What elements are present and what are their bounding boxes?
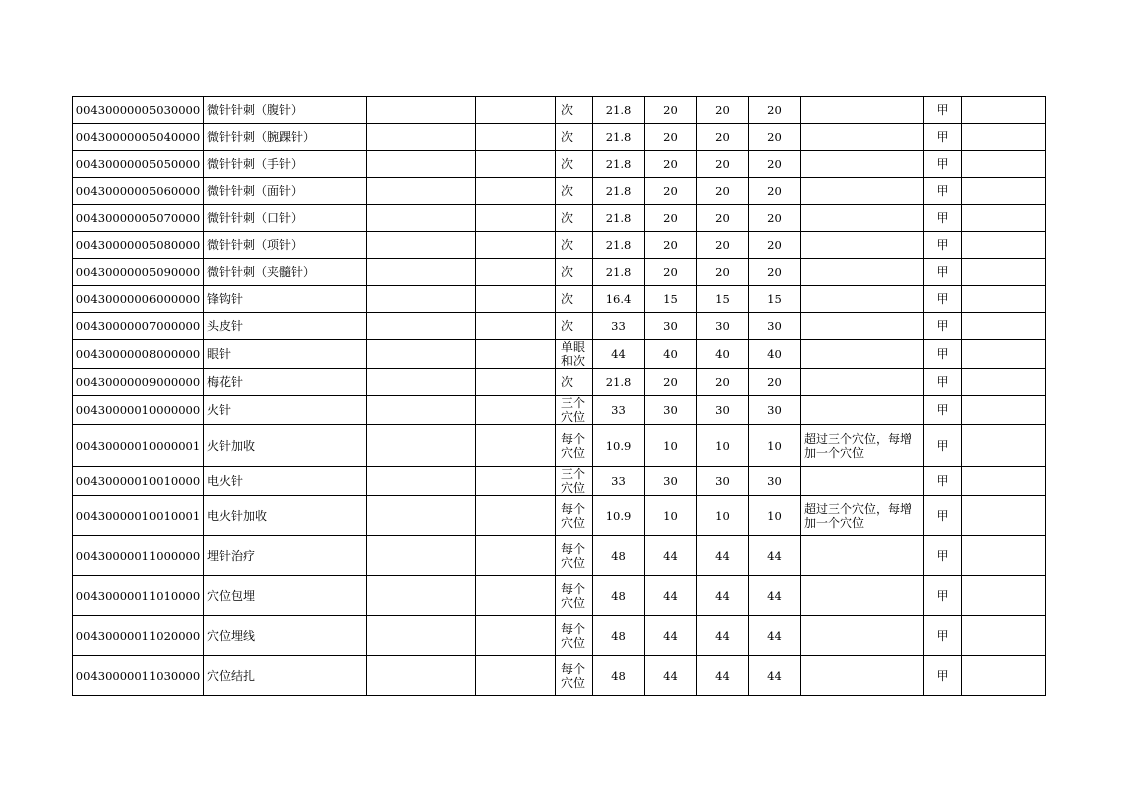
blank-cell: [367, 178, 476, 205]
table-row: [73, 616, 1046, 656]
note-cell: [801, 467, 924, 496]
item-name-cell: 锋钩针: [204, 286, 367, 313]
table-row: [73, 340, 1046, 369]
unit-text: 每个穴位: [561, 541, 586, 570]
price-cell: 20: [749, 369, 801, 396]
price-cell: 44: [645, 656, 697, 696]
category-cell: 甲: [924, 205, 962, 232]
price-cell: 16.4: [593, 286, 645, 313]
item-code-cell: 00430000010000000: [73, 396, 204, 425]
price-cell: 44: [645, 616, 697, 656]
blank-cell: [367, 340, 476, 369]
blank-cell: [962, 576, 1046, 616]
price-cell: 10: [645, 425, 697, 467]
price-cell: 15: [645, 286, 697, 313]
table-body: [73, 97, 1046, 696]
table-row: [73, 369, 1046, 396]
unit-text: 每个穴位: [561, 501, 586, 530]
price-cell: 20: [645, 124, 697, 151]
price-cell: 20: [645, 205, 697, 232]
category-cell: 甲: [924, 259, 962, 286]
blank-cell: [962, 178, 1046, 205]
price-cell: 20: [697, 259, 749, 286]
category-cell: 甲: [924, 232, 962, 259]
blank-cell: [962, 369, 1046, 396]
table-row: [73, 259, 1046, 286]
blank-cell: [962, 205, 1046, 232]
item-code-cell: 00430000005060000: [73, 178, 204, 205]
price-cell: 20: [645, 259, 697, 286]
note-cell: [801, 259, 924, 286]
item-code-cell: 00430000009000000: [73, 369, 204, 396]
blank-cell: [476, 396, 556, 425]
category-cell: 甲: [924, 340, 962, 369]
unit-cell: [556, 576, 593, 616]
blank-cell: [962, 425, 1046, 467]
blank-cell: [962, 656, 1046, 696]
blank-cell: [962, 536, 1046, 576]
price-cell: 33: [593, 313, 645, 340]
blank-cell: [476, 178, 556, 205]
blank-cell: [367, 496, 476, 536]
category-cell: 甲: [924, 396, 962, 425]
price-cell: 20: [645, 97, 697, 124]
blank-cell: [476, 205, 556, 232]
note-cell: 超过三个穴位，每增加一个穴位: [801, 496, 924, 536]
unit-text: 次: [561, 157, 574, 171]
price-cell: 44: [749, 536, 801, 576]
price-cell: 48: [593, 536, 645, 576]
category-cell: 甲: [924, 124, 962, 151]
price-cell: 30: [697, 313, 749, 340]
unit-text: 次: [561, 184, 574, 198]
blank-cell: [367, 232, 476, 259]
price-cell: 20: [749, 97, 801, 124]
table-row: [73, 124, 1046, 151]
blank-cell: [367, 369, 476, 396]
table-row: [73, 97, 1046, 124]
price-cell: 21.8: [593, 232, 645, 259]
price-cell: 20: [645, 369, 697, 396]
unit-cell: [556, 425, 593, 467]
item-code-cell: 00430000005070000: [73, 205, 204, 232]
unit-text: 单眼和次: [561, 340, 586, 368]
price-cell: 21.8: [593, 369, 645, 396]
item-name-cell: 穴位埋线: [204, 616, 367, 656]
price-cell: 44: [697, 616, 749, 656]
table-row: [73, 232, 1046, 259]
unit-cell: [556, 124, 593, 151]
price-cell: 20: [645, 151, 697, 178]
table-row: [73, 576, 1046, 616]
blank-cell: [367, 425, 476, 467]
price-cell: 21.8: [593, 151, 645, 178]
note-cell: 超过三个穴位，每增加一个穴位: [801, 425, 924, 467]
price-cell: 20: [749, 259, 801, 286]
price-cell: 10: [697, 496, 749, 536]
item-code-cell: 00430000011000000: [73, 536, 204, 576]
category-cell: 甲: [924, 97, 962, 124]
price-cell: 40: [645, 340, 697, 369]
price-cell: 21.8: [593, 205, 645, 232]
unit-cell: [556, 536, 593, 576]
item-name-cell: 微针针刺（项针）: [204, 232, 367, 259]
category-cell: 甲: [924, 496, 962, 536]
price-cell: 10: [749, 496, 801, 536]
price-cell: 10: [645, 496, 697, 536]
price-cell: 30: [749, 467, 801, 496]
note-cell: [801, 124, 924, 151]
blank-cell: [476, 369, 556, 396]
item-code-cell: 00430000011010000: [73, 576, 204, 616]
table-row: [73, 286, 1046, 313]
price-cell: 20: [749, 124, 801, 151]
blank-cell: [476, 425, 556, 467]
price-cell: 44: [697, 656, 749, 696]
price-table: [72, 96, 1046, 696]
unit-cell: [556, 396, 593, 425]
unit-cell: [556, 656, 593, 696]
item-code-cell: 00430000006000000: [73, 286, 204, 313]
item-code-cell: 00430000005080000: [73, 232, 204, 259]
table-row: [73, 151, 1046, 178]
blank-cell: [962, 286, 1046, 313]
blank-cell: [367, 124, 476, 151]
price-cell: 30: [645, 313, 697, 340]
table-row: [73, 536, 1046, 576]
item-name-cell: 头皮针: [204, 313, 367, 340]
blank-cell: [476, 340, 556, 369]
price-cell: 30: [697, 396, 749, 425]
price-cell: 30: [749, 396, 801, 425]
category-cell: 甲: [924, 656, 962, 696]
unit-text: 次: [561, 319, 574, 333]
note-cell: [801, 97, 924, 124]
price-cell: 20: [749, 232, 801, 259]
blank-cell: [962, 97, 1046, 124]
price-cell: 44: [749, 656, 801, 696]
note-cell: [801, 656, 924, 696]
item-name-cell: 微针针刺（面针）: [204, 178, 367, 205]
unit-cell: [556, 286, 593, 313]
category-cell: 甲: [924, 178, 962, 205]
unit-cell: [556, 467, 593, 496]
unit-text: 每个穴位: [561, 621, 586, 650]
blank-cell: [367, 97, 476, 124]
price-cell: 20: [697, 369, 749, 396]
note-cell: [801, 232, 924, 259]
price-cell: 10.9: [593, 425, 645, 467]
price-cell: 20: [697, 178, 749, 205]
item-name-cell: 梅花针: [204, 369, 367, 396]
note-cell: [801, 616, 924, 656]
unit-text: 次: [561, 292, 574, 306]
blank-cell: [367, 396, 476, 425]
price-cell: 44: [697, 536, 749, 576]
blank-cell: [367, 656, 476, 696]
blank-cell: [476, 97, 556, 124]
price-cell: 20: [645, 232, 697, 259]
price-cell: 21.8: [593, 259, 645, 286]
unit-text: 次: [561, 375, 574, 389]
table-row: [73, 496, 1046, 536]
note-cell: [801, 340, 924, 369]
item-code-cell: 00430000010010001: [73, 496, 204, 536]
price-cell: 20: [697, 97, 749, 124]
item-name-cell: 眼针: [204, 340, 367, 369]
unit-cell: [556, 151, 593, 178]
unit-text: 次: [561, 130, 574, 144]
category-cell: 甲: [924, 425, 962, 467]
price-cell: 20: [697, 205, 749, 232]
price-cell: 33: [593, 467, 645, 496]
item-name-cell: 火针加收: [204, 425, 367, 467]
category-cell: 甲: [924, 576, 962, 616]
unit-cell: [556, 178, 593, 205]
blank-cell: [476, 656, 556, 696]
price-cell: 20: [697, 124, 749, 151]
price-cell: 10: [697, 425, 749, 467]
price-cell: 10: [749, 425, 801, 467]
blank-cell: [476, 496, 556, 536]
item-code-cell: 00430000010000001: [73, 425, 204, 467]
price-cell: 20: [749, 151, 801, 178]
price-cell: 20: [749, 178, 801, 205]
unit-text: 次: [561, 238, 574, 252]
note-cell: [801, 369, 924, 396]
price-cell: 15: [749, 286, 801, 313]
price-cell: 40: [749, 340, 801, 369]
note-cell: [801, 178, 924, 205]
price-cell: 40: [697, 340, 749, 369]
price-cell: 30: [645, 396, 697, 425]
table-row: [73, 205, 1046, 232]
blank-cell: [476, 259, 556, 286]
table-row: [73, 425, 1046, 467]
unit-text: 三个穴位: [561, 467, 586, 495]
blank-cell: [367, 576, 476, 616]
unit-text: 次: [561, 211, 574, 225]
price-cell: 20: [749, 205, 801, 232]
price-cell: 20: [697, 151, 749, 178]
table-row: [73, 313, 1046, 340]
blank-cell: [476, 151, 556, 178]
unit-cell: [556, 259, 593, 286]
category-cell: 甲: [924, 313, 962, 340]
category-cell: 甲: [924, 286, 962, 313]
category-cell: 甲: [924, 151, 962, 178]
table-row: [73, 467, 1046, 496]
note-cell: [801, 286, 924, 313]
unit-text: 每个穴位: [561, 581, 586, 610]
blank-cell: [962, 616, 1046, 656]
blank-cell: [476, 313, 556, 340]
price-cell: 44: [645, 536, 697, 576]
note-cell: [801, 396, 924, 425]
table-row: [73, 178, 1046, 205]
item-code-cell: 00430000010010000: [73, 467, 204, 496]
item-name-cell: 穴位包埋: [204, 576, 367, 616]
blank-cell: [962, 467, 1046, 496]
price-cell: 44: [749, 616, 801, 656]
table-row: [73, 656, 1046, 696]
price-cell: 21.8: [593, 97, 645, 124]
blank-cell: [962, 151, 1046, 178]
price-cell: 15: [697, 286, 749, 313]
blank-cell: [962, 396, 1046, 425]
item-code-cell: 00430000005030000: [73, 97, 204, 124]
unit-cell: [556, 369, 593, 396]
blank-cell: [476, 467, 556, 496]
item-code-cell: 00430000005090000: [73, 259, 204, 286]
blank-cell: [367, 313, 476, 340]
item-code-cell: 00430000005040000: [73, 124, 204, 151]
item-code-cell: 00430000007000000: [73, 313, 204, 340]
unit-text: 三个穴位: [561, 396, 586, 424]
price-cell: 30: [697, 467, 749, 496]
blank-cell: [367, 259, 476, 286]
item-name-cell: 电火针: [204, 467, 367, 496]
unit-text: 次: [561, 103, 574, 117]
unit-text: 每个穴位: [561, 431, 586, 460]
item-code-cell: 00430000011020000: [73, 616, 204, 656]
price-cell: 44: [593, 340, 645, 369]
note-cell: [801, 313, 924, 340]
item-code-cell: 00430000011030000: [73, 656, 204, 696]
price-cell: 48: [593, 576, 645, 616]
item-name-cell: 微针针刺（腕踝针）: [204, 124, 367, 151]
blank-cell: [476, 124, 556, 151]
unit-cell: [556, 496, 593, 536]
blank-cell: [476, 232, 556, 259]
price-cell: 44: [645, 576, 697, 616]
blank-cell: [962, 496, 1046, 536]
unit-cell: [556, 313, 593, 340]
item-name-cell: 火针: [204, 396, 367, 425]
blank-cell: [962, 232, 1046, 259]
price-cell: 33: [593, 396, 645, 425]
note-cell: [801, 151, 924, 178]
price-cell: 20: [645, 178, 697, 205]
item-name-cell: 电火针加收: [204, 496, 367, 536]
blank-cell: [476, 286, 556, 313]
note-cell: [801, 536, 924, 576]
item-code-cell: 00430000008000000: [73, 340, 204, 369]
unit-cell: [556, 616, 593, 656]
price-cell: 10.9: [593, 496, 645, 536]
blank-cell: [367, 616, 476, 656]
table-row: [73, 396, 1046, 425]
blank-cell: [367, 536, 476, 576]
category-cell: 甲: [924, 536, 962, 576]
blank-cell: [476, 576, 556, 616]
item-name-cell: 微针针刺（口针）: [204, 205, 367, 232]
blank-cell: [962, 124, 1046, 151]
blank-cell: [367, 467, 476, 496]
unit-text: 次: [561, 265, 574, 279]
note-cell: [801, 205, 924, 232]
blank-cell: [962, 259, 1046, 286]
price-cell: 21.8: [593, 124, 645, 151]
category-cell: 甲: [924, 467, 962, 496]
blank-cell: [962, 313, 1046, 340]
price-cell: 48: [593, 616, 645, 656]
unit-cell: [556, 97, 593, 124]
blank-cell: [962, 340, 1046, 369]
note-cell: [801, 576, 924, 616]
item-name-cell: 微针针刺（夹髓针）: [204, 259, 367, 286]
unit-cell: [556, 232, 593, 259]
price-cell: 30: [645, 467, 697, 496]
blank-cell: [367, 205, 476, 232]
price-cell: 20: [697, 232, 749, 259]
item-code-cell: 00430000005050000: [73, 151, 204, 178]
price-cell: 44: [697, 576, 749, 616]
item-name-cell: 微针针刺（腹针）: [204, 97, 367, 124]
price-cell: 48: [593, 656, 645, 696]
price-cell: 21.8: [593, 178, 645, 205]
item-name-cell: 穴位结扎: [204, 656, 367, 696]
blank-cell: [476, 616, 556, 656]
item-name-cell: 微针针刺（手针）: [204, 151, 367, 178]
item-name-cell: 埋针治疗: [204, 536, 367, 576]
blank-cell: [367, 151, 476, 178]
unit-cell: [556, 340, 593, 369]
category-cell: 甲: [924, 616, 962, 656]
blank-cell: [367, 286, 476, 313]
unit-text: 每个穴位: [561, 661, 586, 690]
price-cell: 30: [749, 313, 801, 340]
blank-cell: [476, 536, 556, 576]
price-cell: 44: [749, 576, 801, 616]
category-cell: 甲: [924, 369, 962, 396]
unit-cell: [556, 205, 593, 232]
